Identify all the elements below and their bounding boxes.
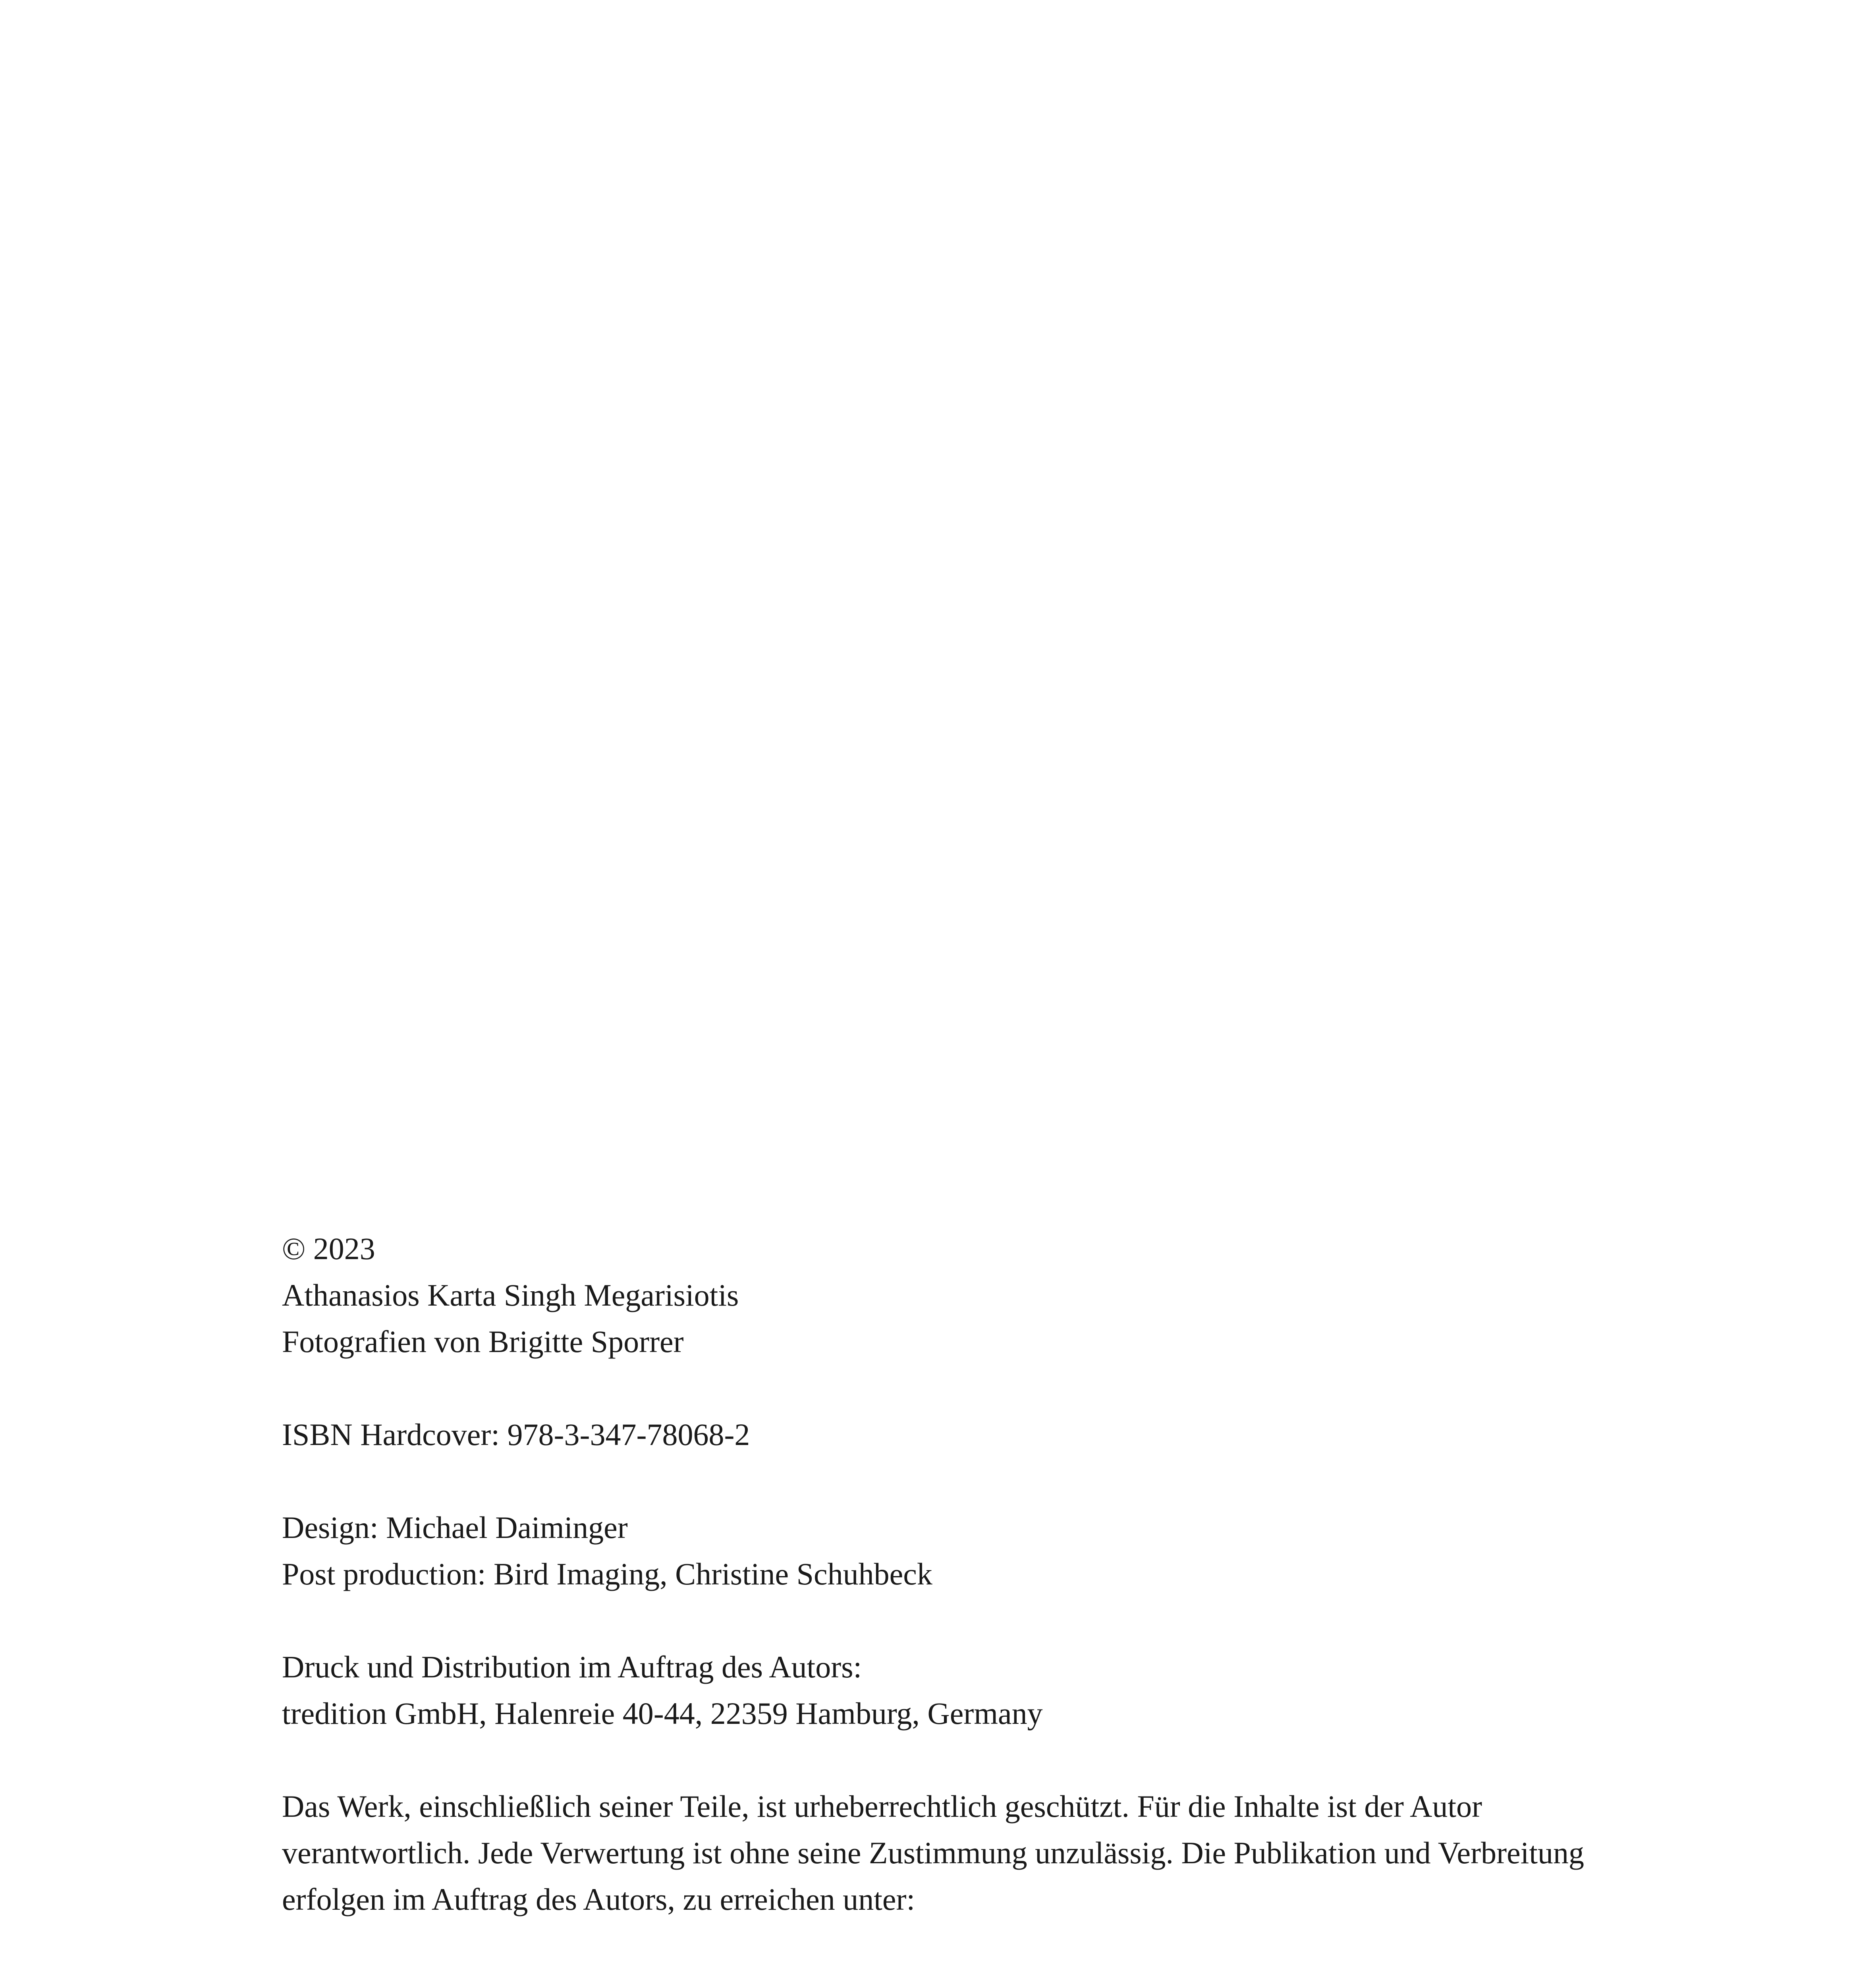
- post-production-line: Post production: Bird Imaging, Christine Schuhbeck: [282, 1557, 932, 1591]
- spacer: [282, 1365, 1632, 1411]
- rights-paragraph: Das Werk, einschließlich seiner Teile, ist urheberrechtlich geschützt. Für die Inhalte ist der Autor verantwortlich. Jede Verwertung ist ohne seine Zustimmung unzulässig. Die Publikation und Verbreitung erfolgen im Auftrag des Autors, zu erreichen unter:: [282, 1789, 1585, 1916]
- print-address-line: tredition GmbH, Halenreie 40-44, 22359 Hamburg, Germany: [282, 1696, 1043, 1731]
- design-line: Design: Michael Daiminger: [282, 1510, 628, 1545]
- print-label-line: Druck und Distribution im Auftrag des Autors:: [282, 1650, 862, 1684]
- spacer: [282, 1458, 1632, 1504]
- imprint-block: [282, 1225, 1632, 1922]
- isbn-line: ISBN Hardcover: 978-3-347-78068-2: [282, 1417, 750, 1452]
- author-line: Athanasios Karta Singh Megarisiotis: [282, 1278, 739, 1312]
- spacer: [282, 1597, 1632, 1644]
- spacer: [282, 1737, 1632, 1783]
- photos-line: Fotografien von Brigitte Sporrer: [282, 1324, 684, 1359]
- copyright-line: © 2023: [282, 1231, 375, 1266]
